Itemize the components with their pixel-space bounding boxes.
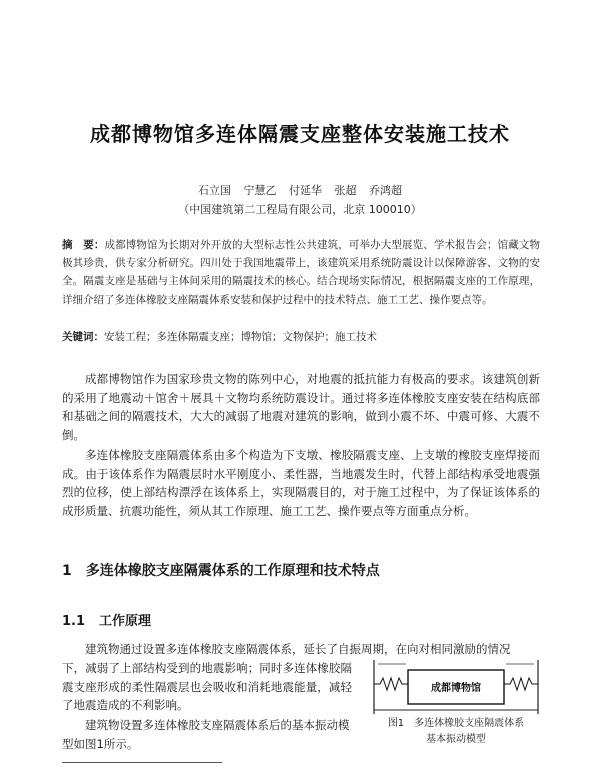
building-label: 成都博物馆: [431, 683, 481, 694]
abstract: [62, 236, 540, 309]
subsection-heading-1-1: [62, 610, 151, 629]
figure-caption-line-2: 基本振动模型: [426, 734, 486, 745]
subsection-title: 工作原理: [99, 614, 152, 629]
right-spring: [504, 678, 538, 690]
subsection-number: 1.1: [62, 614, 86, 629]
intro-paragraph-2: 多连体橡胶支座隔震体系由多个构造为下支墩、橡胶隔震支座、上支墩的橡胶支座焊接而成。由于该体系作为隔震层时水平刚度小、柔性器，当地震发生时，代替上部结构承受地震强烈的位移，使上部结构漂浮在该体系上，实现隔震目的，对于施工过程中，为了保证该体系的成形质量、抗震功能性，须从其工作原理、施工工艺、操作要点等方面重点分析。: [62, 448, 540, 518]
author-list: 石立国 宁慧乙 付延华 张超 乔鸿超: [198, 184, 402, 197]
vibration-model-figure: [372, 656, 540, 716]
keywords-text: 安装工程；多连体隔震支座；博物馆；文物保护；施工技术: [104, 331, 377, 343]
section-title: 多连体橡胶支座隔震体系的工作原理和技术特点: [85, 563, 380, 579]
figure-caption-line-1: 图1 多连体橡胶支座隔震体系: [387, 718, 525, 729]
figure-caption: [372, 716, 540, 748]
affiliation: （中国建筑第二工程局有限公司，北京 100010）: [178, 203, 422, 216]
body-paragraph-3: 建筑物通过设置多连体橡胶支座隔震体系，延长了自振周期，在向对相同激励的情况: [85, 642, 511, 656]
section-number: 1: [62, 563, 72, 579]
body-paragraph-4: 下，减弱了上部结构受到的地震影响；同时多连体橡胶隔震支座形成的柔性隔震层也会吸收和消耗地震能量，减轻了地震造成的不利影响。: [62, 661, 352, 713]
keywords-label: 关键词：: [62, 331, 104, 343]
section-heading-1: [62, 560, 380, 580]
abstract-label: 摘 要：: [62, 239, 105, 251]
footnote-rule: [62, 762, 222, 764]
intro-paragraph-1: 成都博物馆作为国家珍贵文物的陈列中心，对地震的抵抗能力有极高的要求。该建筑创新的采用了地震动＋馆舍＋展具＋文物均系统防震设计。通过将多连体橡胶支座安装在结构底部和基础之间的隔震技术，大大的减弱了地震对建筑的影响，做到小震不坏、中震可修、大震不倒。: [62, 372, 540, 442]
abstract-text: 成都博物馆为长期对外开放的大型标志性公共建筑，可举办大型展览、学术报告会；馆藏文物极其珍贵，供专家分析研究。四川处于我国地震带上，该建筑采用系统防震设计以保障游客、文物的安全。隔震支座是基础与主体间采用的隔震技术的核心。结合现场实际情况，根据隔震支座的工作原理，详细介绍了多连体橡胶支座隔震体系安装和保护过程中的技术特点、施工工艺、操作要点等。: [62, 239, 540, 306]
keywords: [62, 328, 540, 346]
left-spring: [374, 678, 408, 690]
body-paragraph-5: 建筑物设置多连体橡胶支座隔震体系后的基本振动模型如图1所示。: [62, 718, 350, 751]
paper-title: 成都博物馆多连体隔震支座整体安装施工技术: [90, 122, 510, 146]
